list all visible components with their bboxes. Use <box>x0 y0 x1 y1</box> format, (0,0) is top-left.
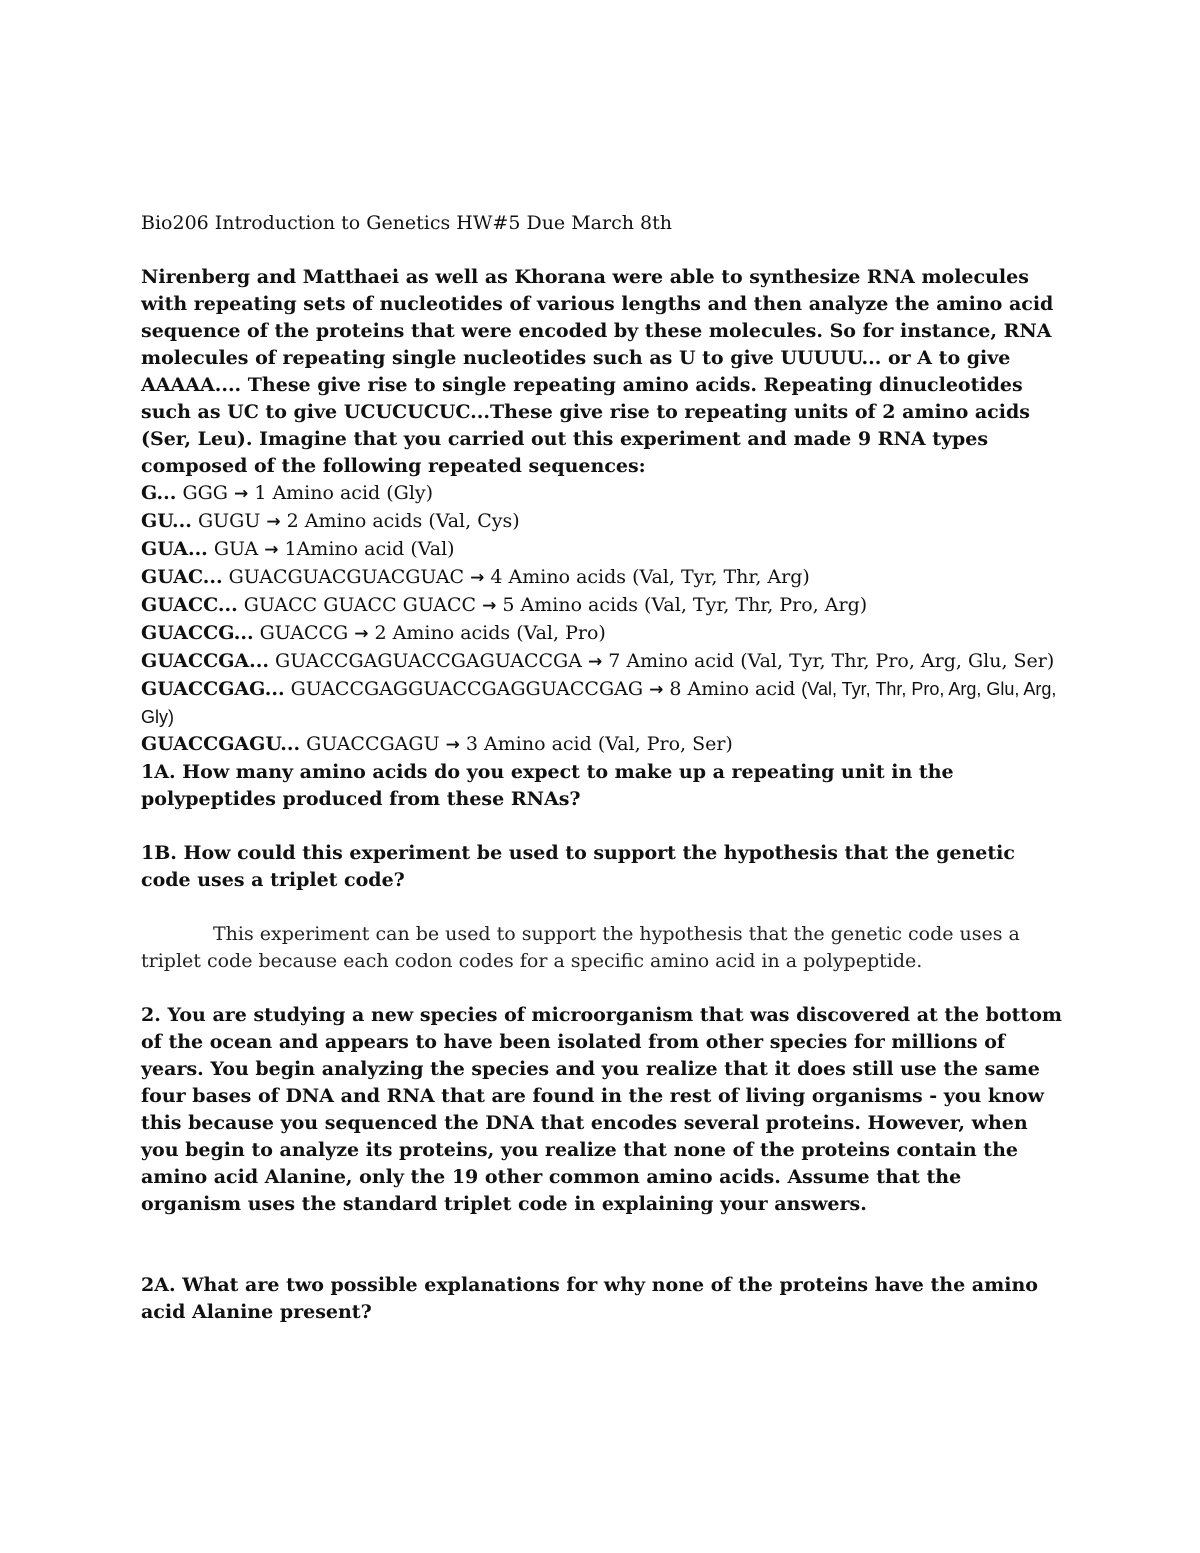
sequence-body: GUACGUACGUACGUAC <box>222 566 471 588</box>
sequence-result: 1 Amino acid (Gly) <box>248 482 434 504</box>
sequence-row <box>141 536 1063 564</box>
right-arrow-icon: → <box>234 484 249 504</box>
sequence-result: 2 Amino acids (Val, Cys) <box>280 510 520 532</box>
right-arrow-icon: → <box>445 735 460 755</box>
sequence-prefix: GUACCGAGU... <box>141 733 301 755</box>
question-2a: 2A. What are two possible explanations for why none of the proteins have the amino acid Alanine present? <box>141 1274 1038 1323</box>
sequence-body: GUGU <box>191 510 267 532</box>
spacer <box>141 1218 1063 1272</box>
sequence-row <box>141 592 1063 620</box>
sequence-row <box>141 564 1063 592</box>
sequence-row <box>141 731 1063 759</box>
sequence-prefix: G... <box>141 482 177 504</box>
right-arrow-icon: → <box>482 596 497 616</box>
right-arrow-icon: → <box>354 624 369 644</box>
sequence-result: 3 Amino acid (Val, Pro, Ser) <box>459 733 733 755</box>
sequence-row <box>141 676 1063 731</box>
question-2: 2. You are studying a new species of microorganism that was discovered at the bottom of the ocean and appears to have been isolated from other species for millions of years. You begin analyzing the species and you realize that it does still use the same four bases of DNA and RNA that are found in the rest of living organisms - you know this because you sequenced the DNA that encodes several proteins. However, when you begin to analyze its proteins, you realize that none of the proteins contain the amino acid Alanine, only the 19 other common amino acids. Assume that the organism uses the standard triplet code in explaining your answers. <box>141 1004 1062 1215</box>
right-arrow-icon: → <box>470 568 485 588</box>
answer-1b: This experiment can be used to support the hypothesis that the genetic code uses a triplet code because each codon codes for a specific amino acid in a polypeptide. <box>141 923 1020 972</box>
sequence-result: 8 Amino acid <box>663 678 802 700</box>
sequence-result: 1Amino acid (Val) <box>278 538 455 560</box>
sequence-body: GUACCG <box>253 622 355 644</box>
sequence-row <box>141 480 1063 508</box>
sequence-prefix: GUACCGAG... <box>141 678 285 700</box>
spacer <box>141 813 1063 840</box>
right-arrow-icon: → <box>266 512 281 532</box>
sequence-body: GUACCGAGU <box>300 733 446 755</box>
sequence-result: 5 Amino acids (Val, Tyr, Thr, Pro, Arg) <box>496 594 868 616</box>
intro-paragraph: Nirenberg and Matthaei as well as Khorana were able to synthesize RNA molecules with repeating sets of nucleotides of various lengths and then analyze the amino acid sequence of the proteins that were encoded by these molecules. So for instance, RNA molecules of repeating single nucleotides such as U to give UUUUU... or A to give AAAAA.... These give rise to single repeating amino acids. Repeating dinucleotides such as UC to give UCUCUCUC...These give rise to repeating units of 2 amino acids (Ser, Leu). Imagine that you carried out this experiment and made 9 RNA types composed of the following repeated sequences: <box>141 266 1054 477</box>
sequence-result: 2 Amino acids (Val, Pro) <box>368 622 606 644</box>
spacer <box>141 894 1063 921</box>
sequence-result: 4 Amino acids (Val, Tyr, Thr, Arg) <box>484 566 810 588</box>
question-1b: 1B. How could this experiment be used to support the hypothesis that the genetic code uses a triplet code? <box>141 842 1015 891</box>
right-arrow-icon: → <box>588 652 603 672</box>
sequence-body: GUACCGAGUACCGAGUACCGA <box>269 650 588 672</box>
sequence-prefix: GUA... <box>141 538 208 560</box>
sequence-body: GUACC GUACC GUACC <box>237 594 483 616</box>
sequence-prefix: GUACCG... <box>141 622 254 644</box>
sequence-row <box>141 508 1063 536</box>
right-arrow-icon: → <box>649 680 664 700</box>
sequence-result-tail: (Val, Tyr, Thr, Pro, Arg, Glu, Arg, Gly) <box>141 679 1057 727</box>
question-1a: 1A. How many amino acids do you expect to make up a repeating unit in the polypeptides produced from these RNAs? <box>141 761 954 810</box>
right-arrow-icon: → <box>264 540 279 560</box>
sequence-row <box>141 648 1063 676</box>
sequence-body: GUACCGAGGUACCGAGGUACCGAG <box>284 678 650 700</box>
sequence-row <box>141 620 1063 648</box>
sequence-body: GGG <box>176 482 235 504</box>
sequence-prefix: GUACC... <box>141 594 238 616</box>
spacer <box>141 975 1063 1002</box>
sequence-result: 7 Amino acid (Val, Tyr, Thr, Pro, Arg, Glu, Ser) <box>602 650 1055 672</box>
sequence-body: GUA <box>207 538 265 560</box>
sequence-prefix: GU... <box>141 510 192 532</box>
document-title: Bio206 Introduction to Genetics HW#5 Due March 8th <box>141 212 672 234</box>
sequence-prefix: GUACCGA... <box>141 650 270 672</box>
sequence-list <box>141 480 1063 759</box>
sequence-prefix: GUAC... <box>141 566 223 588</box>
document-body <box>141 210 1063 1326</box>
